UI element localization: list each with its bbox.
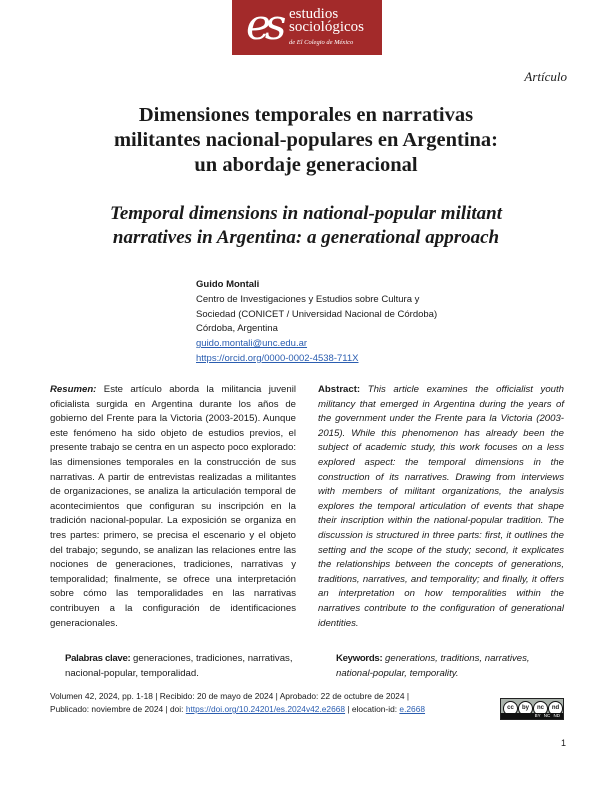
abstract-en-label: Abstract:: [318, 384, 361, 395]
footer-published: Publicado: noviembre de 2024 | doi:: [50, 704, 184, 714]
keywords-spanish: [65, 652, 296, 681]
author-location: Córdoba, Argentina: [196, 323, 278, 335]
noncommercial-icon: nc: [533, 701, 548, 716]
page-number: 1: [560, 738, 566, 748]
section-label: Artículo: [524, 69, 567, 84]
keywords-es-text: generaciones, tradiciones, narrativas, nacional-popular, temporalidad.: [65, 653, 293, 679]
author-affiliation-line2: Sociedad (CONICET / Universidad Nacional de Córdoba): [196, 308, 438, 320]
keywords-english: [336, 652, 566, 681]
journal-name-line2: sociológicos: [289, 19, 364, 35]
footer-elocation-label: | elocation-id:: [347, 704, 398, 714]
abstract-spanish: [50, 383, 296, 631]
title-es-line1: Dimensiones temporales en narrativas: [138, 104, 474, 126]
author-block: [196, 278, 437, 367]
journal-name-line1: estudios: [289, 6, 339, 22]
author-orcid-link[interactable]: https://orcid.org/0000-0002-4538-711X: [196, 352, 359, 364]
noderivatives-icon: nd: [548, 701, 563, 716]
abstract-english: [318, 383, 564, 631]
footer-line1: Volumen 42, 2024, pp. 1-18 | Recibido: 20 de mayo de 2024 | Aprobado: 22 de octubre de 2024 |: [50, 691, 410, 701]
footer-line2: [50, 703, 490, 716]
title-en-line1: Temporal dimensions in national-popular militant: [109, 203, 503, 224]
author-email-link[interactable]: guido.montali@unc.edu.ar: [196, 338, 308, 350]
cc-icon: cc: [503, 701, 518, 716]
author-affiliation-line1: Centro de Investigaciones y Estudios sobre Cultura y: [196, 293, 420, 305]
abstract-es-label: Resumen:: [50, 384, 97, 395]
elocation-link[interactable]: e.2668: [399, 704, 426, 714]
author-name: Guido Montali: [196, 279, 260, 290]
cc-license-badge[interactable]: [500, 698, 564, 720]
attribution-icon: by: [518, 701, 533, 716]
journal-name: [289, 8, 364, 34]
cc-license-label: BY NC ND: [501, 713, 563, 719]
publication-footer: [50, 690, 490, 716]
title-es-line2: militantes nacional-populares en Argentina:: [113, 129, 498, 151]
abstract-en-text: This article examines the officialist youth militancy that emerged in Argentina during the years of the government under the Frente para la Victoria (2003-2015). While this phenomenon has already been the subject of academic study, this work focuses on a less explored aspect: the temporal dimensions in the construction of its narratives. Drawing from interviews with members of militant organizations, the analysis explores the temporal articulation of events that shape their inscription within the national-popular tradition. The discussion is structured in three parts: first, it outlines the setting and the scope of the study; second, it explicates the relationships between the concepts of generations, traditions, narratives, and temporality; and finally, it offers an interpretation on how temporalities within the narratives contribute to the configuration of generational identities.: [318, 384, 564, 629]
abstract-es-text: Este artículo aborda la militancia juvenil oficialista surgida en Argentina durante los años de gobierno del Frente para la Victoria (2003-2015). Aunque este fenómeno ha sido objeto de estudios previos, el presente trabajo se centra en un aspecto poco explorado: las dimensiones temporales en la construcción de sus narrativas. A partir de entrevistas realizadas a militantes de organizaciones, se analiza la articulación temporal de acontecimientos que configuran su inscripción en la tradición nacional-popular. La exposición se organiza en tres partes: primero, se precisa el escenario y el objeto del trabajo; segundo, se analizan las relaciones entre las nociones de generaciones, tradiciones, narrativas y temporalidad; finalmente, se ofrece una interpretación sobre cómo las temporalidades en las narrativas contribuyen a la configuración de identificaciones generacionales.: [50, 384, 296, 629]
title-spanish: [40, 103, 572, 178]
doi-link[interactable]: https://doi.org/10.24201/es.2024v42.e2668: [185, 704, 346, 714]
keywords-en-label: Keywords:: [336, 653, 383, 664]
journal-logo-mark: es: [246, 0, 281, 49]
journal-publisher: de El Colegio de México: [289, 39, 354, 46]
keywords-es-label: Palabras clave:: [65, 653, 131, 664]
journal-logo: [232, 0, 382, 55]
title-en-line2: narratives in Argentina: a generational approach: [112, 227, 500, 248]
keywords-en-text: generations, traditions, narratives, national-popular, temporality.: [336, 653, 530, 679]
title-es-line3: un abordaje generacional: [194, 154, 418, 176]
title-english: [40, 202, 572, 250]
